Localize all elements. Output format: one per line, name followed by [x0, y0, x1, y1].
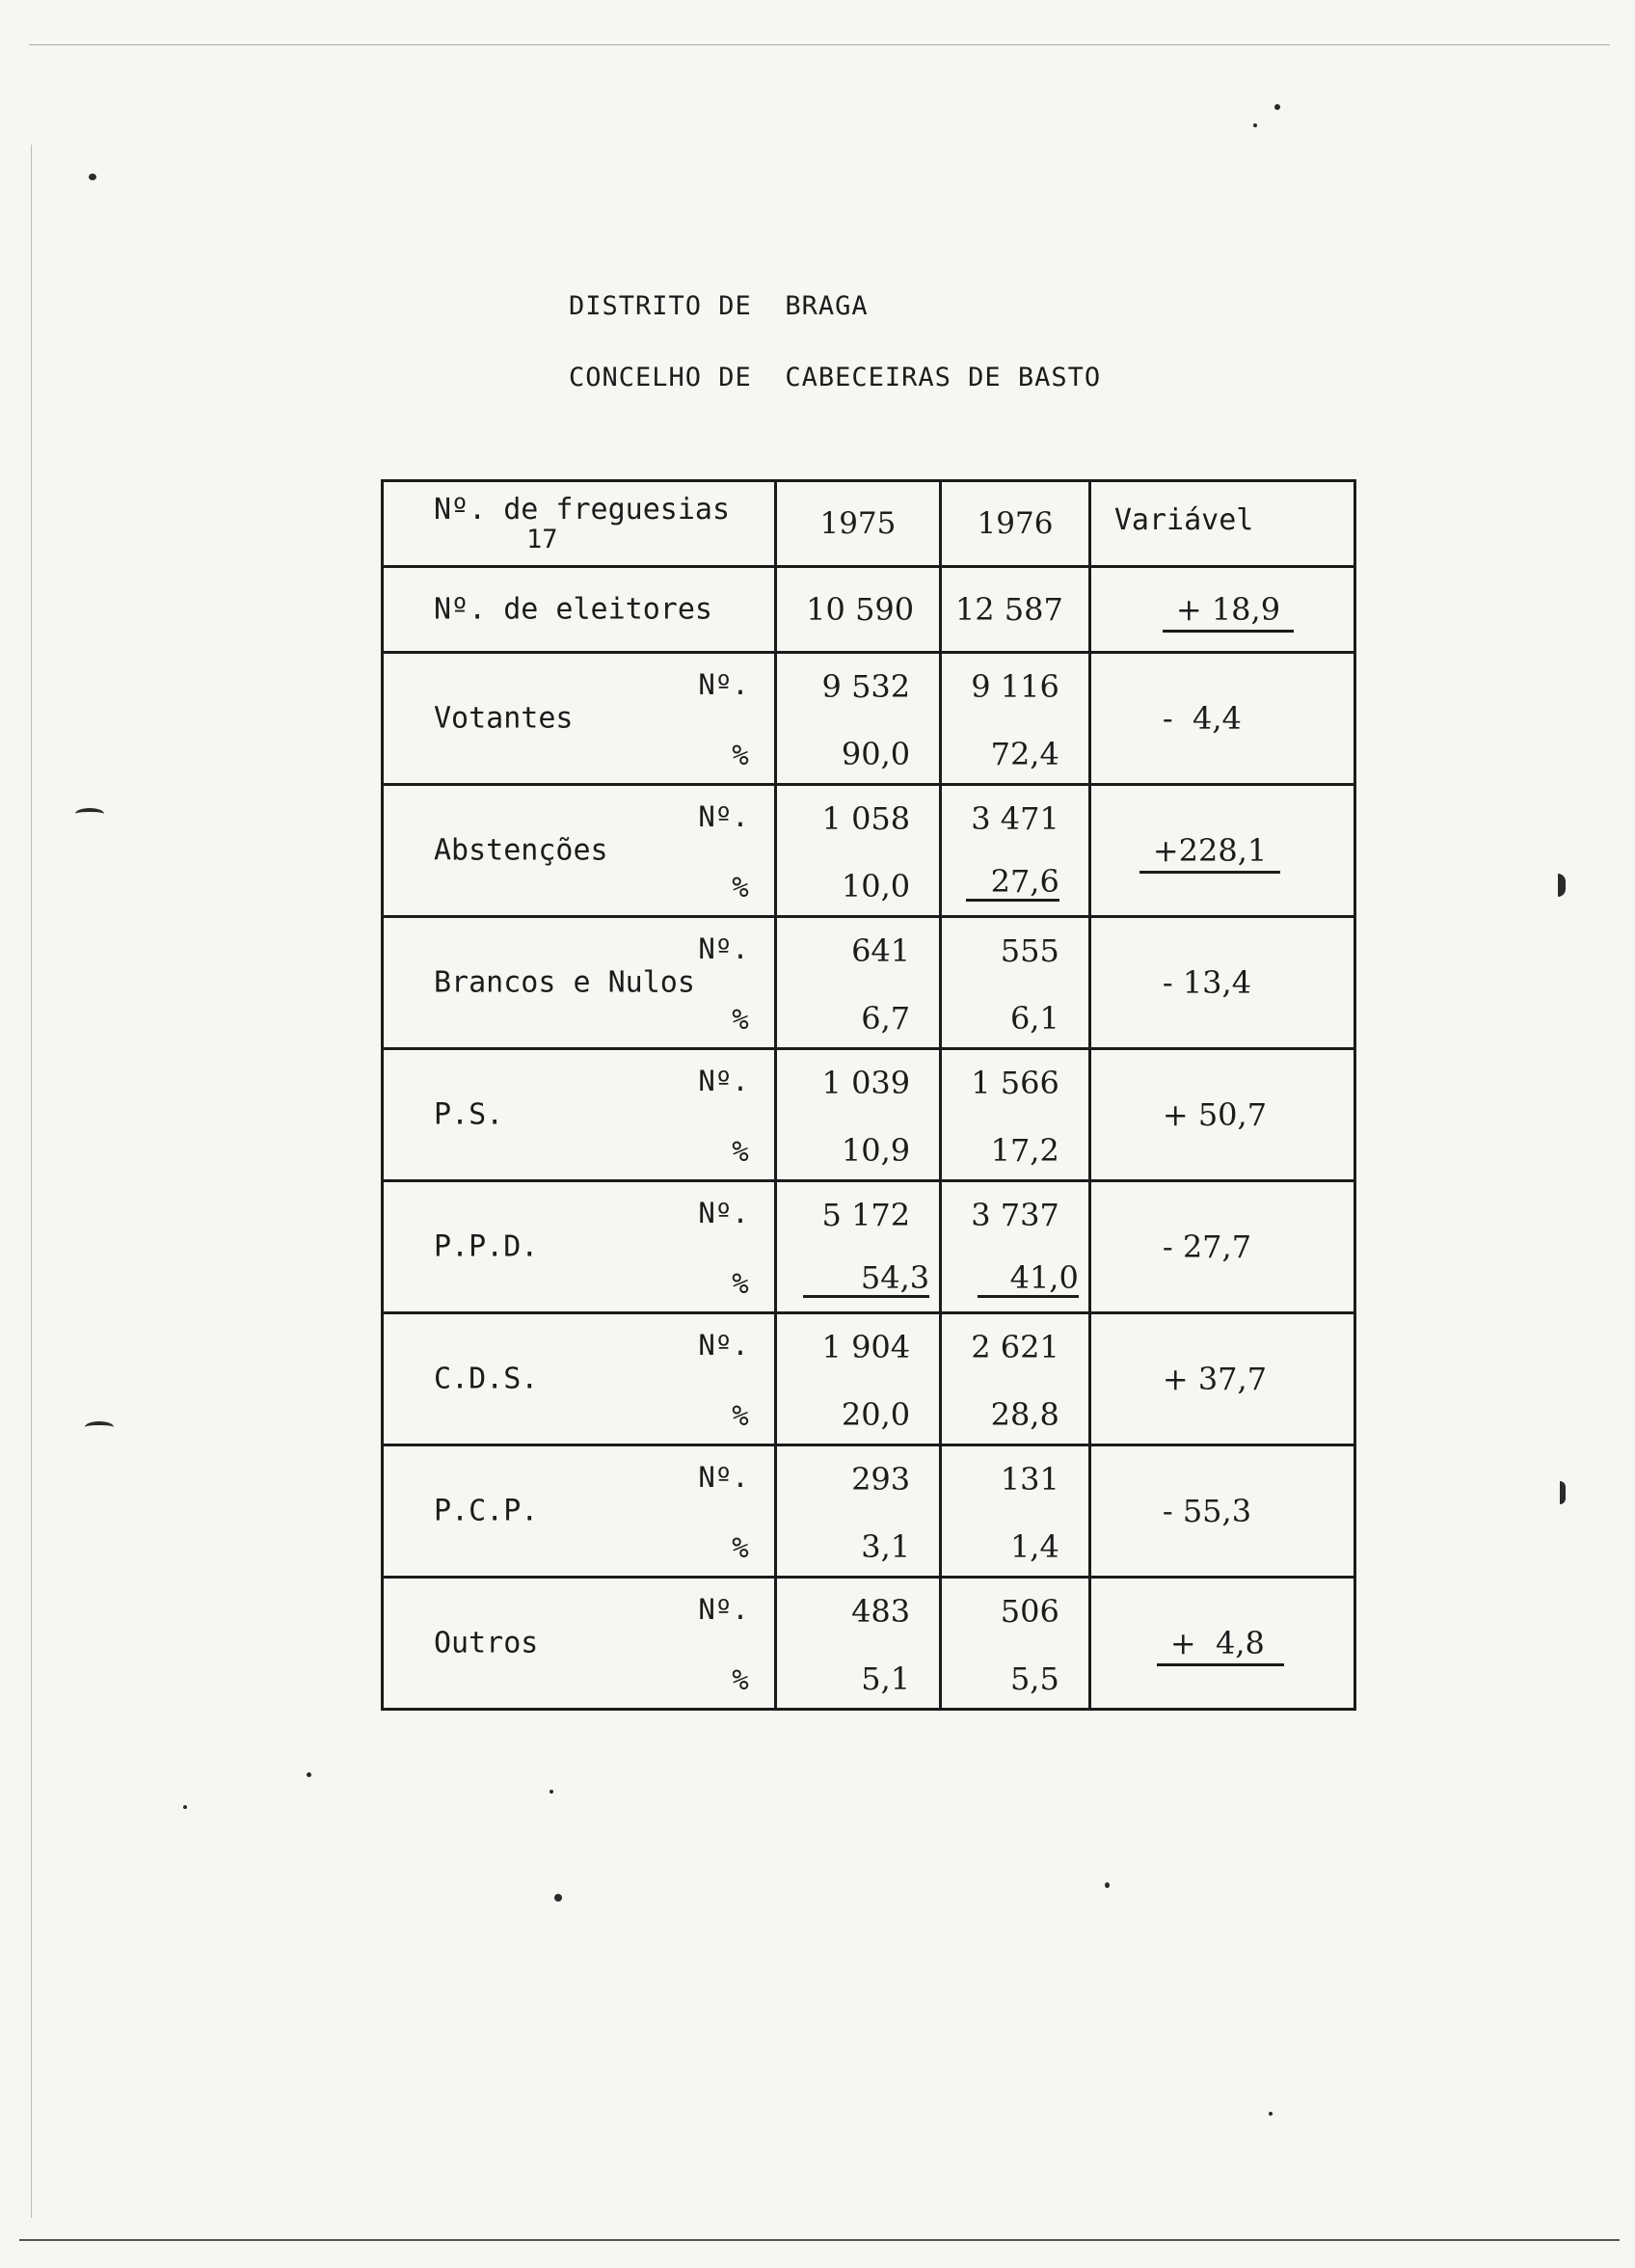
- year-1975-label: 1975: [819, 506, 897, 541]
- values-1975-cell: [775, 1181, 940, 1313]
- unit-percent: %: [732, 1135, 749, 1168]
- header-variable: [1089, 481, 1354, 567]
- row-label: C.D.S.: [434, 1362, 539, 1396]
- percent-1975: 6,7: [861, 1000, 911, 1037]
- unit-number: Nº.: [698, 668, 749, 701]
- scan-speck: [85, 1421, 114, 1433]
- electors-variable-cell: [1089, 567, 1354, 653]
- variable-cell: [1089, 917, 1354, 1049]
- values-1975-cell: [775, 1313, 940, 1445]
- header-year-1975: [775, 481, 940, 567]
- row-label: Brancos e Nulos: [434, 965, 695, 1000]
- district-heading: DISTRITO DE BRAGA: [569, 291, 869, 321]
- percent-1976: 41,0: [978, 1262, 1079, 1298]
- percent-1975: 10,0: [841, 868, 911, 904]
- variable-cell: [1089, 653, 1354, 785]
- percent-1975: 5,1: [861, 1660, 911, 1697]
- table-row: [383, 1578, 1355, 1710]
- year-1976-label: 1976: [977, 506, 1054, 541]
- count-1975: 1 058: [821, 800, 911, 837]
- values-1975-cell: [775, 653, 940, 785]
- unit-percent: %: [732, 1267, 749, 1300]
- count-1976: 2 621: [971, 1329, 1059, 1365]
- table-row: [383, 1313, 1355, 1445]
- electors-row: [383, 567, 1355, 653]
- table-row: [383, 917, 1355, 1049]
- row-label: P.S.: [434, 1097, 504, 1132]
- unit-percent: %: [732, 739, 749, 771]
- table-header-row: [383, 481, 1355, 567]
- row-label-cell: [383, 1313, 776, 1445]
- election-results-table: [381, 479, 1356, 1711]
- row-label: P.C.P.: [434, 1494, 539, 1528]
- electors-1976: 12 587: [954, 591, 1063, 628]
- row-label-cell: [383, 1049, 776, 1181]
- variable-cell: [1089, 1181, 1354, 1313]
- row-label-cell: [383, 785, 776, 917]
- row-label-cell: [383, 1445, 776, 1578]
- bottom-scan-edge: [19, 2239, 1620, 2241]
- electors-1975: 10 590: [806, 591, 915, 628]
- electors-label-cell: [383, 567, 776, 653]
- count-1975: 1 904: [821, 1329, 911, 1365]
- row-label: Abstenções: [434, 833, 608, 868]
- percent-1976: 72,4: [990, 736, 1059, 772]
- count-1976: 506: [1000, 1593, 1059, 1630]
- percent-1975: 3,1: [861, 1528, 911, 1565]
- variable-cell: [1089, 1313, 1354, 1445]
- variable-cell: [1089, 785, 1354, 917]
- count-1976: 555: [1000, 932, 1059, 969]
- scan-speck: [183, 1805, 187, 1809]
- percent-1975: 54,3: [803, 1262, 929, 1298]
- row-label-cell: [383, 653, 776, 785]
- scan-speck: [307, 1772, 311, 1777]
- values-1976-cell: [941, 785, 1090, 917]
- count-1975: 1 039: [821, 1065, 911, 1101]
- row-label-cell: [383, 1181, 776, 1313]
- top-scan-edge: [29, 44, 1610, 45]
- unit-percent: %: [732, 871, 749, 904]
- count-1975: 293: [851, 1461, 911, 1498]
- scan-speck: [1253, 123, 1257, 127]
- table-row: [383, 785, 1355, 917]
- percent-1975: 10,9: [841, 1132, 911, 1169]
- electors-label: Nº. de eleitores: [434, 592, 712, 627]
- percent-1976: 1,4: [1009, 1528, 1059, 1565]
- electors-1975-cell: [775, 567, 940, 653]
- row-label-cell: [383, 1578, 776, 1710]
- count-1975: 9 532: [821, 668, 911, 705]
- scan-speck: [89, 174, 96, 180]
- variable-value: - 13,4: [1162, 964, 1252, 1001]
- percent-1976: 28,8: [990, 1396, 1059, 1433]
- values-1975-cell: [775, 917, 940, 1049]
- unit-number: Nº.: [698, 932, 749, 965]
- scan-speck: [1274, 104, 1280, 110]
- variable-cell: [1089, 1578, 1354, 1710]
- unit-number: Nº.: [698, 1065, 749, 1097]
- scan-speck: [1105, 1882, 1110, 1888]
- electors-1976-cell: [941, 567, 1090, 653]
- values-1976-cell: [941, 1445, 1090, 1578]
- unit-percent: %: [732, 1663, 749, 1696]
- variable-value: - 55,3: [1162, 1493, 1252, 1529]
- header-label-cell: [383, 481, 776, 567]
- percent-1976: 27,6: [966, 866, 1059, 902]
- count-1975: 483: [851, 1593, 911, 1630]
- count-1976: 1 566: [971, 1065, 1059, 1101]
- row-label-cell: [383, 917, 776, 1049]
- percent-1976: 5,5: [1009, 1660, 1059, 1697]
- percent-1975: 90,0: [841, 736, 911, 772]
- table-row: [383, 1181, 1355, 1313]
- values-1975-cell: [775, 1049, 940, 1181]
- variable-value: +228,1: [1139, 832, 1280, 874]
- unit-number: Nº.: [698, 800, 749, 833]
- count-1975: 641: [851, 932, 911, 969]
- values-1976-cell: [941, 1578, 1090, 1710]
- unit-percent: %: [732, 1531, 749, 1564]
- row-label: P.P.D.: [434, 1229, 539, 1264]
- scan-speck: [75, 808, 104, 820]
- variable-value: + 37,7: [1162, 1361, 1268, 1397]
- percent-1976: 17,2: [990, 1132, 1059, 1169]
- variable-value: + 50,7: [1162, 1096, 1268, 1133]
- scan-speck: [1558, 874, 1566, 897]
- variable-cell: [1089, 1049, 1354, 1181]
- values-1976-cell: [941, 1313, 1090, 1445]
- count-1976: 3 737: [971, 1197, 1059, 1233]
- left-scan-edge: [31, 145, 32, 2218]
- scan-speck: [1560, 1481, 1566, 1504]
- variable-value: - 27,7: [1162, 1228, 1252, 1265]
- table-row: [383, 1445, 1355, 1578]
- header-year-1976: [941, 481, 1090, 567]
- count-1976: 131: [1000, 1461, 1059, 1498]
- row-label: Votantes: [434, 701, 574, 736]
- values-1975-cell: [775, 785, 940, 917]
- variable-label: Variável: [1113, 503, 1254, 537]
- municipality-heading: CONCELHO DE CABECEIRAS DE BASTO: [569, 363, 1102, 392]
- values-1976-cell: [941, 917, 1090, 1049]
- count-1976: 3 471: [971, 800, 1059, 837]
- parishes-label: Nº. de freguesias: [434, 493, 731, 526]
- row-label: Outros: [434, 1626, 539, 1660]
- count-1975: 5 172: [821, 1197, 911, 1233]
- unit-percent: %: [732, 1003, 749, 1036]
- electors-variable: + 18,9: [1163, 591, 1294, 633]
- percent-1975: 20,0: [841, 1396, 911, 1433]
- unit-number: Nº.: [698, 1593, 749, 1626]
- scan-speck: [1269, 2112, 1273, 2116]
- values-1975-cell: [775, 1445, 940, 1578]
- count-1976: 9 116: [971, 668, 1059, 705]
- variable-cell: [1089, 1445, 1354, 1578]
- values-1976-cell: [941, 1181, 1090, 1313]
- unit-number: Nº.: [698, 1329, 749, 1362]
- variable-value: + 4,8: [1157, 1625, 1284, 1666]
- parishes-count: 17: [526, 525, 558, 554]
- unit-percent: %: [732, 1399, 749, 1432]
- table-row: [383, 653, 1355, 785]
- scan-speck: [554, 1894, 562, 1902]
- unit-number: Nº.: [698, 1461, 749, 1494]
- table-row: [383, 1049, 1355, 1181]
- values-1975-cell: [775, 1578, 940, 1710]
- variable-value: - 4,4: [1162, 700, 1242, 737]
- scan-speck: [549, 1790, 553, 1794]
- percent-1976: 6,1: [1009, 1000, 1059, 1037]
- values-1976-cell: [941, 653, 1090, 785]
- values-1976-cell: [941, 1049, 1090, 1181]
- unit-number: Nº.: [698, 1197, 749, 1229]
